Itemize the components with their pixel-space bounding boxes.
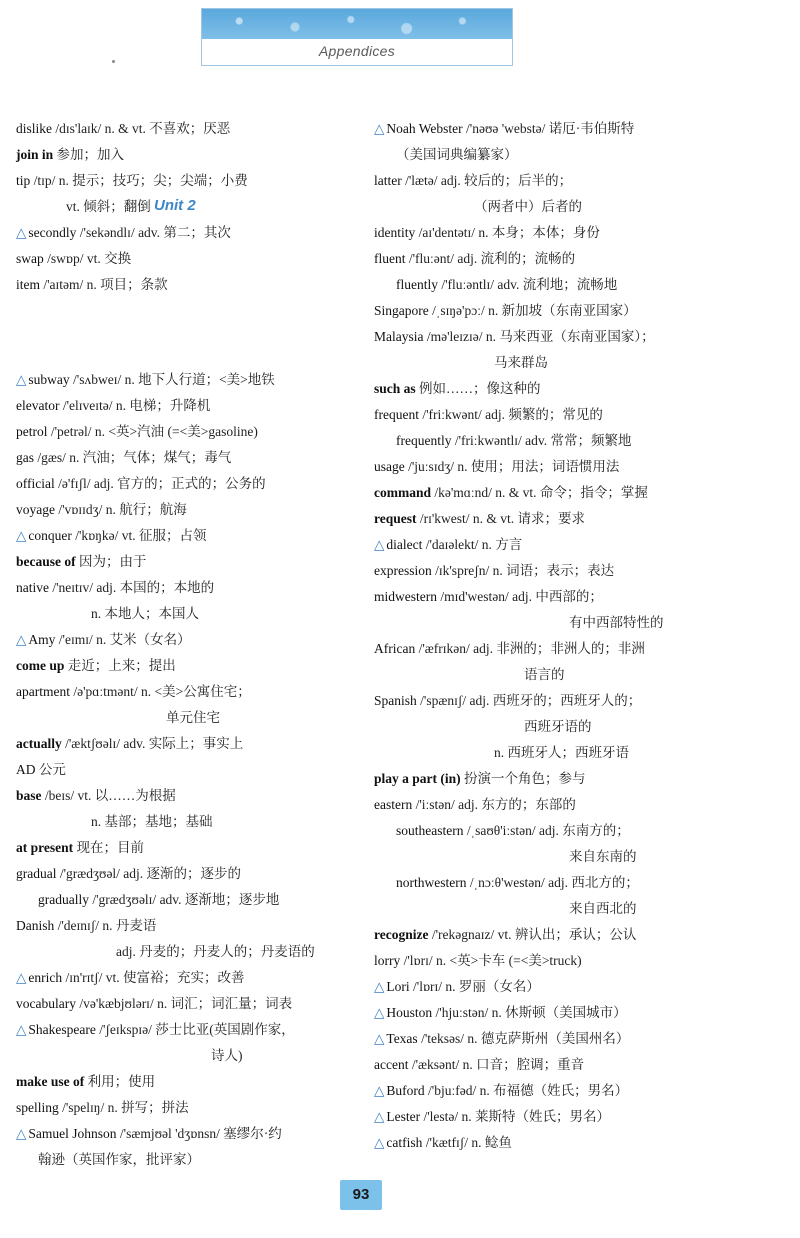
vocab-entry [374, 926, 636, 944]
triangle-icon: △ [374, 537, 385, 552]
vocab-word: fluently [396, 277, 438, 292]
vocab-definition: 参加；加入 [53, 147, 125, 162]
vocab-word: Texas [386, 1031, 418, 1046]
triangle-icon: △ [374, 1005, 385, 1020]
vocab-definition: /mɪd'westən/ adj. 中西部的； [437, 589, 603, 604]
vocab-definition: /ə'fɪʃl/ adj. 官方的；正式的；公务的 [54, 476, 266, 491]
triangle-icon: △ [16, 632, 27, 647]
vocab-entry [16, 397, 210, 415]
vocab-definition: 现在；目前 [73, 840, 144, 855]
vocab-entry [211, 1047, 243, 1065]
vocab-entry [16, 995, 292, 1013]
vocab-entry [16, 501, 187, 519]
vocab-entry [374, 770, 586, 788]
triangle-icon: △ [374, 1083, 385, 1098]
vocab-definition: 来自西北的 [569, 901, 637, 916]
vocab-definition: /'kɒŋkə/ vt. 征服；占领 [71, 528, 207, 543]
vocab-definition: /'fluːənt/ adj. 流利的；流畅的 [405, 251, 576, 266]
vocab-entry [374, 562, 614, 580]
vocab-entry [374, 172, 572, 190]
vocab-definition: 有中西部特性的 [569, 615, 664, 630]
vocab-definition: /'sʌbweɪ/ n. 地下人行道；<美>地铁 [69, 372, 275, 387]
vocab-definition: /kə'mɑːnd/ n. & vt. 命令；指令；掌握 [431, 485, 648, 500]
vocab-word: expression [374, 563, 432, 578]
vocab-word: apartment [16, 684, 70, 699]
vocab-definition: （美国词典编纂家） [396, 147, 518, 162]
vocab-entry [396, 874, 639, 892]
vocab-entry [66, 198, 151, 216]
vocab-definition: /'vɒɪɪdʒ/ n. 航行；航海 [54, 502, 187, 517]
vocab-word: elevator [16, 398, 60, 413]
vocab-entry [16, 423, 258, 441]
vocab-definition: 公元 [35, 762, 66, 777]
vocab-definition: /rɪ'kwest/ n. & vt. 请求；要求 [416, 511, 586, 526]
vocab-entry [374, 536, 522, 554]
vocab-entry [524, 666, 565, 684]
triangle-icon: △ [16, 1126, 27, 1141]
vocab-definition: /'aɪtəm/ n. 项目；条款 [40, 277, 168, 292]
vocab-word: because of [16, 554, 76, 569]
vocab-entry [396, 822, 630, 840]
vocab-definition: /'teksəs/ n. 德克萨斯州（美国州名） [417, 1031, 630, 1046]
vocab-definition: n. 本地人；本国人 [91, 606, 199, 621]
vocab-entry [374, 1082, 628, 1100]
vocab-entry [91, 813, 213, 831]
vocab-entry [16, 761, 66, 779]
vocab-word: gas [16, 450, 34, 465]
vocab-entry [16, 371, 275, 389]
page-number: 93 [340, 1180, 382, 1210]
vocab-definition: /ɪn'rɪtʃ/ vt. 使富裕；充实；改善 [62, 970, 245, 985]
vocab-definition: /'ʃeɪkspɪə/ 莎士比亚(英国剧作家， [95, 1022, 295, 1037]
triangle-icon: △ [374, 1135, 385, 1150]
vocab-word: spelling [16, 1100, 59, 1115]
vocab-definition: /ˌsaʊθ'iːstən/ adj. 东南方的； [463, 823, 630, 838]
vocab-word: Samuel Johnson [28, 1126, 117, 1141]
vocab-entry [16, 631, 191, 649]
vocab-definition: （两者中）后者的 [474, 199, 582, 214]
vocab-entry [374, 224, 600, 242]
vocab-definition: /'elɪveɪtə/ n. 电梯；升降机 [59, 398, 211, 413]
vocab-entry [374, 120, 634, 138]
vocab-entry [16, 865, 241, 883]
vocab-definition: 诗人) [211, 1048, 243, 1063]
vocab-definition: /ə'pɑːtmənt/ n. <美>公寓住宅； [69, 684, 251, 699]
vocab-entry [374, 484, 648, 502]
vocab-entry [374, 588, 603, 606]
triangle-icon: △ [16, 528, 27, 543]
vocab-word: lorry [374, 953, 401, 968]
vocab-word: Spanish [374, 693, 417, 708]
vocab-entry [38, 1151, 200, 1169]
vocab-word: subway [28, 372, 70, 387]
vocab-entry [374, 692, 641, 710]
vocab-definition: /'æksənt/ n. 口音；腔调；重音 [408, 1057, 585, 1072]
vocab-word: vocabulary [16, 996, 76, 1011]
vocab-entry [16, 250, 131, 268]
vocab-entry [474, 198, 582, 216]
page-speck [112, 60, 115, 63]
vocab-definition: /'kætfɪʃ/ n. 鲶鱼 [422, 1135, 512, 1150]
vocab-word: such as [374, 381, 416, 396]
vocab-entry [374, 1030, 629, 1048]
vocab-entry [569, 900, 637, 918]
vocab-definition: n. 西班牙人；西班牙语 [494, 745, 629, 760]
vocab-word: African [374, 641, 416, 656]
vocab-word: dislike [16, 121, 52, 136]
vocab-entry [16, 449, 231, 467]
vocab-definition: adj. 丹麦的；丹麦人的；丹麦语的 [116, 944, 315, 959]
vocab-definition: 例如……；像这种的 [415, 381, 541, 396]
vocab-entry [166, 709, 220, 727]
vocab-entry [569, 848, 637, 866]
vocab-definition: /'spænɪʃ/ adj. 西班牙的；西班牙人的； [416, 693, 642, 708]
vocab-definition: /'spelɪŋ/ n. 拼写；拼法 [58, 1100, 189, 1115]
vocab-definition: /beɪs/ vt. 以……为根据 [41, 788, 176, 803]
vocab-word: Houston [386, 1005, 433, 1020]
vocab-entry [16, 917, 156, 935]
vocab-definition: 扮演一个角色；参与 [460, 771, 586, 786]
vocab-entry [396, 146, 518, 164]
vocab-definition: /'nəʊə 'webstə/ 诺厄·韦伯斯特 [462, 121, 635, 136]
vocab-word: official [16, 476, 55, 491]
vocab-word: frequently [396, 433, 452, 448]
triangle-icon: △ [374, 121, 385, 136]
vocab-word: item [16, 277, 40, 292]
vocab-word: Malaysia [374, 329, 424, 344]
vocab-word: Danish [16, 918, 55, 933]
vocab-definition: /'bjuːfəd/ n. 布福德（姓氏；男名） [424, 1083, 629, 1098]
vocab-definition: /'sæmjʊəl 'dʒɒnsn/ 塞缪尔·约 [116, 1126, 282, 1141]
vocab-entry [16, 276, 168, 294]
vocab-definition: /aɪ'dentətɪ/ n. 本身；本体；身份 [415, 225, 600, 240]
vocab-entry [16, 657, 176, 675]
vocab-definition: 因为；由于 [75, 554, 147, 569]
vocab-definition: /tɪp/ n. 提示；技巧；尖；尖端；小费 [30, 173, 248, 188]
vocab-definition: /'æfrɪkən/ adj. 非洲的；非洲人的；非洲 [415, 641, 645, 656]
vocab-word: tip [16, 173, 31, 188]
vocab-definition: n. 基部；基地；基础 [91, 814, 213, 829]
vocab-definition: /'petrəl/ n. <英>汽油 (=<美>gasoline) [47, 424, 258, 439]
vocab-word: swap [16, 251, 44, 266]
vocab-word: actually [16, 736, 62, 751]
vocab-entry [16, 787, 176, 805]
vocab-entry [16, 120, 230, 138]
vocab-entry [494, 744, 629, 762]
vocab-definition: /'lɒrɪ/ n. 罗丽（女名） [409, 979, 540, 994]
vocab-definition: /'lɒrɪ/ n. <英>卡车 (=<美>truck) [400, 953, 582, 968]
vocab-word: frequent [374, 407, 419, 422]
vocab-entry [16, 224, 231, 242]
vocab-definition: /'grædʒʊəl/ adj. 逐渐的；逐步的 [56, 866, 242, 881]
triangle-icon: △ [374, 1031, 385, 1046]
vocab-word: gradual [16, 866, 57, 881]
vocab-entry [16, 683, 251, 701]
vocab-word: Shakespeare [28, 1022, 96, 1037]
vocab-definition: /'lætə/ adj. 较后的；后半的； [401, 173, 573, 188]
vocab-word: latter [374, 173, 402, 188]
vocab-definition: /'friːkwənt/ adj. 频繁的；常见的 [418, 407, 603, 422]
vocab-word: secondly [28, 225, 77, 240]
vocab-definition: /dɪs'laɪk/ n. & vt. 不喜欢；厌恶 [52, 121, 231, 136]
vocab-word: Noah Webster [386, 121, 463, 136]
vocab-entry [374, 640, 645, 658]
vocab-definition: /ɪk'spreʃn/ n. 词语；表示；表达 [431, 563, 615, 578]
vocab-word: join in [16, 147, 54, 162]
vocab-definition: /mə'leɪzɪə/ n. 马来西亚（东南亚国家）； [423, 329, 655, 344]
vocab-word: enrich [28, 970, 63, 985]
vocab-entry [16, 1099, 189, 1117]
triangle-icon: △ [374, 1109, 385, 1124]
vocab-definition: /ˌnɔːθ'westən/ adj. 西北方的； [466, 875, 639, 890]
vocab-word: base [16, 788, 42, 803]
vocab-definition: /'iːstən/ adj. 东方的；东部的 [412, 797, 576, 812]
vocab-word: voyage [16, 502, 55, 517]
vocab-word: southeastern [396, 823, 464, 838]
vocab-entry [16, 527, 207, 545]
vocab-definition: /'eɪmɪ/ n. 艾米（女名） [55, 632, 191, 647]
vocab-word: request [374, 511, 417, 526]
vocab-entry [16, 172, 248, 190]
vocab-entry [396, 432, 632, 450]
vocab-definition: /'sekəndlɪ/ adv. 第二；其次 [76, 225, 231, 240]
vocab-definition: /'lestə/ n. 莱斯特（姓氏；男名） [420, 1109, 611, 1124]
vocab-definition: 利用；使用 [84, 1074, 156, 1089]
vocab-word: midwestern [374, 589, 437, 604]
vocab-definition: /'rekəgnaɪz/ vt. 辨认出；承认；公认 [428, 927, 637, 942]
vocab-word: conquer [28, 528, 72, 543]
vocab-word: catfish [386, 1135, 423, 1150]
vocab-definition: 马来群岛 [494, 355, 548, 370]
vocab-entry [16, 1073, 155, 1091]
vocab-word: gradually [38, 892, 89, 907]
vocab-word: eastern [374, 797, 413, 812]
vocab-entry [374, 978, 540, 996]
vocab-definition: /'æktʃʊəlɪ/ adv. 实际上；事实上 [61, 736, 244, 751]
vocab-entry [16, 839, 144, 857]
vocab-definition: 来自东南的 [569, 849, 637, 864]
vocab-entry [38, 891, 279, 909]
vocab-definition: /'neɪtɪv/ adj. 本国的；本地的 [49, 580, 215, 595]
triangle-icon: △ [16, 1022, 27, 1037]
vocab-word: make use of [16, 1074, 85, 1089]
vocab-entry [374, 406, 603, 424]
vocab-entry [16, 1021, 295, 1039]
vocab-word: petrol [16, 424, 48, 439]
vocab-entry [374, 1004, 627, 1022]
vocab-definition: /'deɪnɪʃ/ n. 丹麦语 [54, 918, 157, 933]
vocab-definition: /gæs/ n. 汽油；气体；煤气；毒气 [34, 450, 232, 465]
vocab-entry [374, 1108, 610, 1126]
vocab-entry [116, 943, 315, 961]
vocab-word: dialect [386, 537, 423, 552]
vocab-definition: /'fluːəntlɪ/ adv. 流利地；流畅地 [438, 277, 618, 292]
vocab-word: come up [16, 658, 65, 673]
vocab-word: northwestern [396, 875, 467, 890]
vocab-definition: 走近；上来；提出 [64, 658, 176, 673]
vocab-definition: /swɒp/ vt. 交换 [43, 251, 132, 266]
vocab-entry [374, 1056, 584, 1074]
vocab-definition: 西班牙语的 [524, 719, 592, 734]
vocab-entry [374, 250, 575, 268]
vocab-definition: /'daɪəlekt/ n. 方言 [422, 537, 523, 552]
vocab-definition: vt. 倾斜；翻倒 [66, 199, 151, 214]
vocab-word: recognize [374, 927, 429, 942]
vocab-entry [16, 969, 245, 987]
vocab-entry [374, 328, 655, 346]
vocab-entry [374, 302, 637, 320]
vocab-word: Lester [386, 1109, 421, 1124]
vocab-definition: 翰逊（英国作家，批评家） [38, 1152, 200, 1167]
vocab-entry [16, 735, 243, 753]
vocab-word: command [374, 485, 431, 500]
vocab-entry [374, 952, 582, 970]
vocab-definition: /və'kæbjʊlərɪ/ n. 词汇；词汇量；词表 [75, 996, 293, 1011]
triangle-icon: △ [16, 372, 27, 387]
triangle-icon: △ [374, 979, 385, 994]
triangle-icon: △ [16, 970, 27, 985]
vocab-definition: /ˌsɪŋə'pɔː/ n. 新加坡（东南亚国家） [428, 303, 637, 318]
vocab-entry [16, 579, 214, 597]
vocab-entry [16, 1125, 282, 1143]
appendices-banner [201, 8, 513, 66]
vocab-entry [91, 605, 199, 623]
vocab-definition: 语言的 [524, 667, 565, 682]
triangle-icon: △ [16, 225, 27, 240]
vocab-definition: /'friːkwəntlɪ/ adv. 常常；频繁地 [451, 433, 632, 448]
vocab-definition: 单元住宅 [166, 710, 220, 725]
vocab-word: accent [374, 1057, 409, 1072]
vocab-entry [569, 614, 664, 632]
vocab-entry [16, 146, 124, 164]
banner-decoration [202, 9, 512, 39]
vocab-word: Amy [28, 632, 56, 647]
vocab-definition: /'grædʒʊəlɪ/ adv. 逐渐地；逐步地 [88, 892, 280, 907]
unit-heading: Unit 2 [154, 197, 196, 214]
vocab-word: fluent [374, 251, 406, 266]
vocab-word: native [16, 580, 49, 595]
vocab-entry [374, 458, 619, 476]
vocab-entry [524, 718, 592, 736]
vocab-entry [16, 475, 266, 493]
vocab-word: Buford [386, 1083, 425, 1098]
vocab-definition: /'juːsɪdʒ/ n. 使用；用法；词语惯用法 [404, 459, 620, 474]
vocab-word: usage [374, 459, 405, 474]
vocab-entry [396, 276, 617, 294]
vocab-entry [374, 380, 541, 398]
page-title: Appendices [318, 43, 396, 59]
vocab-entry [374, 796, 576, 814]
vocab-word: play a part (in) [374, 771, 461, 786]
vocab-word: at present [16, 840, 74, 855]
vocab-word: Singapore [374, 303, 429, 318]
vocab-word: Lori [386, 979, 410, 994]
vocab-definition: /'hjuːstən/ n. 休斯顿（美国城市） [432, 1005, 627, 1020]
vocab-entry [16, 553, 147, 571]
vocab-word: AD [16, 762, 36, 777]
vocab-entry [494, 354, 548, 372]
vocab-entry [374, 1134, 512, 1152]
vocab-word: identity [374, 225, 416, 240]
vocab-entry [374, 510, 585, 528]
